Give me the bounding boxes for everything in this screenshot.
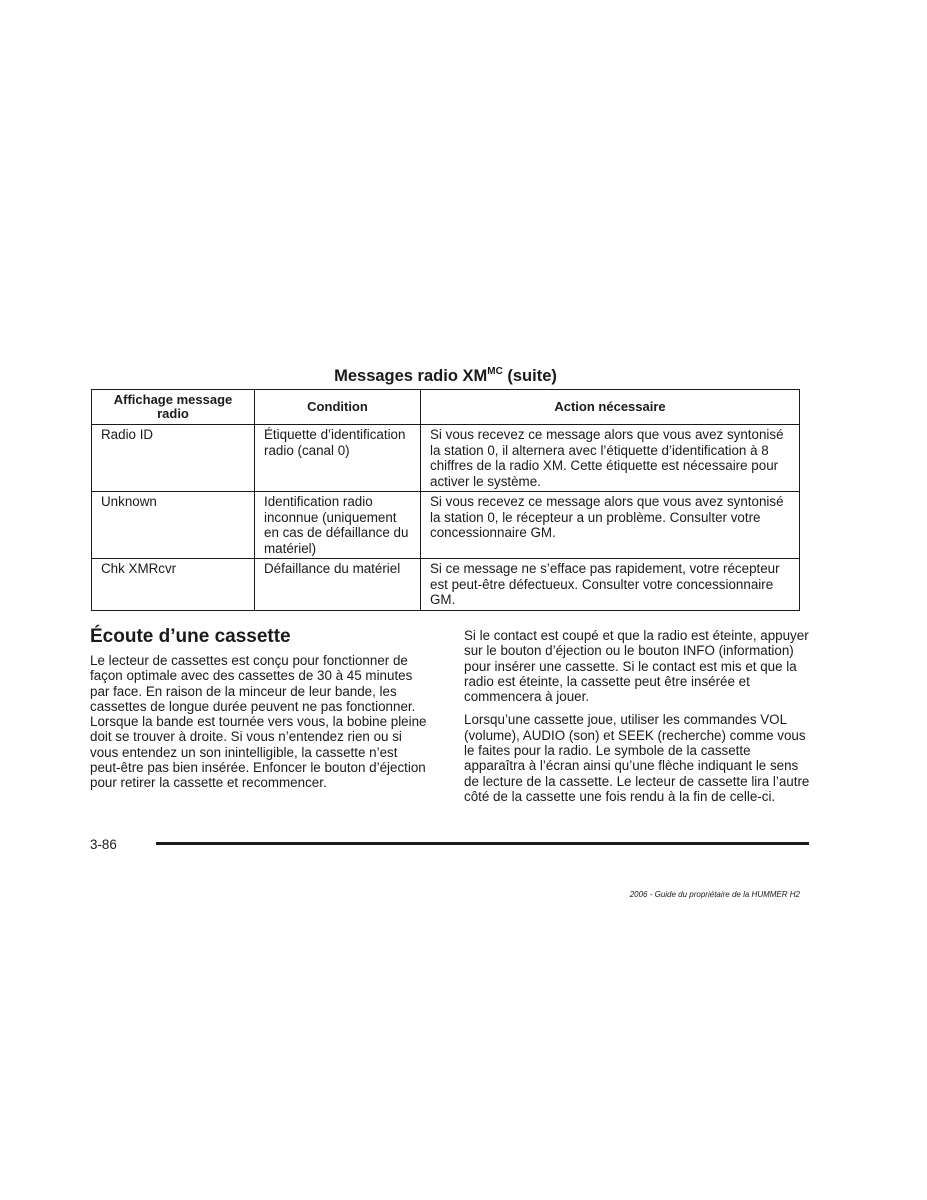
table-title [91,365,800,387]
page-number: 3-86 [90,837,117,852]
body-paragraph: Lorsqu’une cassette joue, utiliser les commandes VOL (volume), AUDIO (son) et SEEK (recherche) comme vous le faites pour la radio. Le symbole de la cassette apparaîtra à l’écran ainsi qu’une flèche indiquant le sens de lecture de la cassette. Le lecteur de cassette lira l’autre côté de la cassette une fois rendu à la fin de celle-ci. [464,712,810,804]
header-display: Affichage message radio [92,390,255,425]
cell-condition: Étiquette d’identification radio (canal 0) [255,425,421,492]
body-paragraph: Le lecteur de cassettes est conçu pour fonctionner de façon optimale avec des cassettes de 30 à 45 minutes par face. En raison de la minceur de leur bande, les cassettes de longue durée peuvent ne pas fonctionner. Lorsque la bande est tournée vers vous, la bobine pleine doit se trouver à droite. Si vous n’entendez rien ou si vous entendez un son inintelligible, la cassette n’est peut-être pas bien insérée. Enfoncer le bouton d’éjection pour retirer la cassette et recommencer. [90,653,427,791]
left-column [90,653,430,799]
header-action: Action nécessaire [421,390,800,425]
table-row [92,492,800,559]
body-paragraph: Si le contact est coupé et que la radio est éteinte, appuyer sur le bouton d’éjection ou le bouton INFO (information) pour insérer une cassette. Si le contact est mis et que la radio est éteinte, la cassette peut être insérée et commencera à jouer. [464,628,809,705]
table-title-main: Messages radio XM [334,367,488,385]
header-condition: Condition [255,390,421,425]
xm-messages-table [91,389,800,611]
table-row [92,559,800,611]
cell-display: Chk XMRcvr [92,559,255,611]
cell-condition: Défaillance du matériel [255,559,421,611]
footer-rule [156,842,809,845]
section-heading: Écoute d’une cassette [90,626,291,647]
table-row [92,425,800,492]
cell-action: Si ce message ne s’efface pas rapidement, votre récepteur est peut-être défectueux. Consulter votre concessionnaire GM. [421,559,800,611]
table-title-suffix: (suite) [502,367,557,385]
cell-condition: Identification radio inconnue (uniquement en cas de défaillance du matériel) [255,492,421,559]
right-column [464,628,810,812]
cell-display: Unknown [92,492,255,559]
table-title-superscript: MC [487,366,503,377]
cell-display: Radio ID [92,425,255,492]
cell-action: Si vous recevez ce message alors que vous avez syntonisé la station 0, le récepteur a un problème. Consulter votre concessionnaire GM. [421,492,800,559]
footer-text: 2006 - Guide du propriétaire de la HUMMER H2 [629,890,800,899]
table-header-row [92,390,800,425]
cell-action: Si vous recevez ce message alors que vous avez syntonisé la station 0, il alternera avec l’étiquette d’identification à 8 chiffres de la radio XM. Cette étiquette est nécessaire pour activer le système. [421,425,800,492]
